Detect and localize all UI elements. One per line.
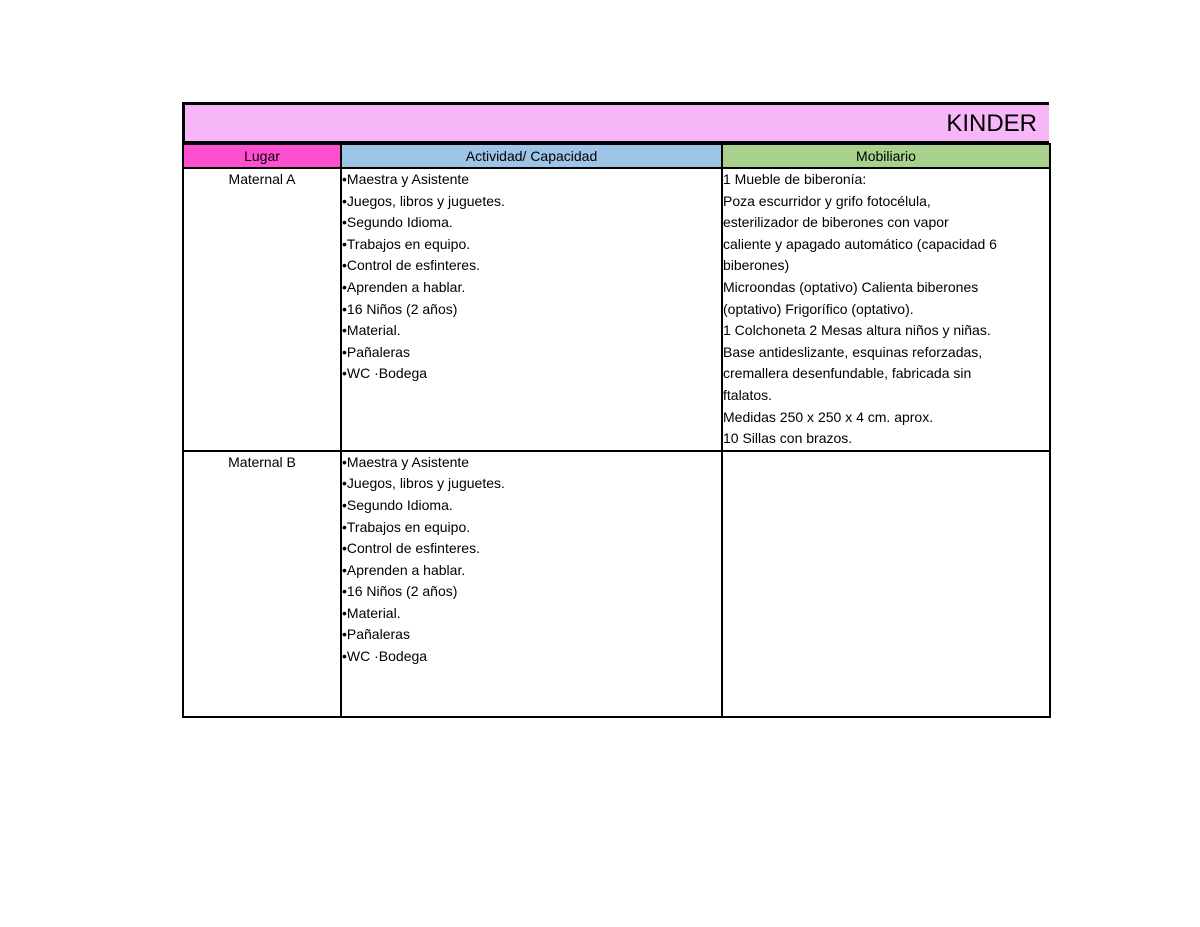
- mobiliario-line: ftalatos.: [723, 386, 773, 403]
- actividad-cell: [341, 168, 722, 451]
- actividad-line: •16 Niños (2 años): [342, 300, 458, 317]
- actividad-cell: [341, 451, 722, 717]
- actividad-line: •Aprenden a hablar.: [342, 278, 466, 295]
- sheet-title: KINDER: [182, 102, 1049, 144]
- header-lugar: Lugar: [183, 144, 341, 168]
- mobiliario-line: 10 Sillas con brazos.: [723, 430, 853, 447]
- actividad-line: •Material.: [342, 604, 401, 621]
- lugar-cell: Maternal B: [183, 451, 341, 717]
- header-mobiliario: Mobiliario: [722, 144, 1050, 168]
- actividad-line: •16 Niños (2 años): [342, 583, 458, 600]
- actividad-line: •Pañaleras: [342, 343, 410, 360]
- table-row: [183, 168, 1050, 451]
- mobiliario-line: 1 Colchoneta 2 Mesas altura niños y niñas.: [723, 322, 991, 339]
- mobiliario-line: Microondas (optativo) Calienta biberones: [723, 278, 979, 295]
- actividad-line: •Segundo Idioma.: [342, 214, 453, 231]
- actividad-line: •Juegos, libros y juguetes.: [342, 475, 505, 492]
- mobiliario-line: Poza escurridor y grifo fotocélula,: [723, 192, 931, 209]
- mobiliario-line: (optativo) Frigorífico (optativo).: [723, 300, 914, 317]
- actividad-line: •WC ·Bodega: [342, 365, 428, 382]
- actividad-line: •Material.: [342, 322, 401, 339]
- actividad-line: •Aprenden a hablar.: [342, 561, 466, 578]
- mobiliario-cell: [722, 168, 1050, 451]
- actividad-line: •Control de esfinteres.: [342, 540, 480, 557]
- actividad-line: •Segundo Idioma.: [342, 496, 453, 513]
- actividad-line: •Maestra y Asistente: [342, 171, 470, 187]
- mobiliario-line: cremallera desenfundable, fabricada sin: [723, 365, 972, 382]
- actividad-line: •Trabajos en equipo.: [342, 235, 471, 252]
- lugar-cell: Maternal A: [183, 168, 341, 451]
- mobiliario-line: 1 Mueble de biberonía:: [723, 171, 867, 187]
- actividad-line: •Maestra y Asistente: [342, 453, 470, 470]
- actividad-line: •WC ·Bodega: [342, 648, 428, 665]
- table-row: [183, 451, 1050, 717]
- header-actividad: Actividad/ Capacidad: [341, 144, 722, 168]
- mobiliario-line: Medidas 250 x 250 x 4 cm. aprox.: [723, 408, 934, 425]
- actividad-line: •Juegos, libros y juguetes.: [342, 192, 505, 209]
- actividad-line: •Control de esfinteres.: [342, 257, 480, 274]
- actividad-line: •Trabajos en equipo.: [342, 518, 471, 535]
- actividad-line: •Pañaleras: [342, 626, 410, 643]
- header-row: [183, 144, 1050, 168]
- mobiliario-line: caliente y apagado automático (capacidad 6: [723, 235, 997, 252]
- kinder-sheet: [182, 102, 1049, 718]
- mobiliario-line: esterilizador de biberones con vapor: [723, 214, 949, 231]
- mobiliario-line: Base antideslizante, esquinas reforzadas,: [723, 343, 983, 360]
- kinder-table: [182, 143, 1051, 718]
- mobiliario-cell: [722, 451, 1050, 717]
- mobiliario-line: biberones): [723, 257, 790, 274]
